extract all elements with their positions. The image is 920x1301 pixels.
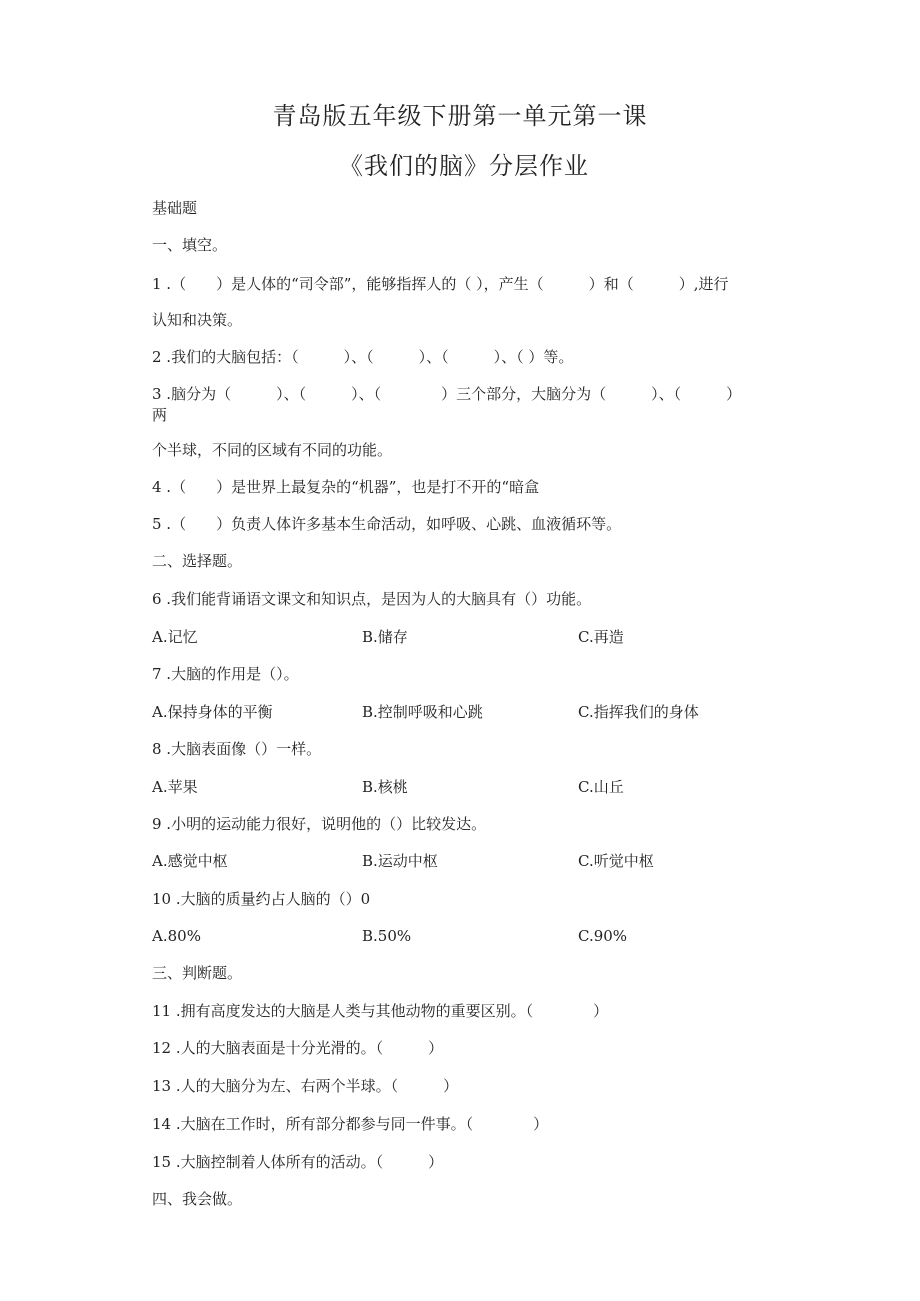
question-1-line-2: 认知和决策。	[152, 311, 243, 329]
question-8-option-b: B.核桃	[362, 778, 408, 796]
section-fill-heading: 一、填空。	[152, 236, 228, 254]
question-8-option-a: A.苹果	[152, 778, 198, 796]
question-13: 13 .人的大脑分为左、右两个半球。（ ）	[152, 1077, 459, 1095]
question-7-option-c: C.指挥我们的身体	[578, 703, 699, 721]
worksheet-subtitle: 《我们的脑》分层作业	[339, 152, 589, 180]
question-4: 4 .（ ）是世界上最复杂的“机器”，也是打不开的“暗盒	[152, 478, 540, 496]
question-10-option-c: C.90%	[578, 927, 628, 945]
question-7-option-a: A.保持身体的平衡	[152, 703, 273, 721]
question-1-line-1: 1 .（ ）是人体的“司令部”，能够指挥人的（ ），产生（ ）和（ ）,进行	[152, 275, 729, 293]
question-14: 14 .大脑在工作时，所有部分都参与同一件事。（ ）	[152, 1115, 549, 1133]
question-9: 9 .小明的运动能力很好，说明他的（）比较发达。	[152, 815, 487, 833]
question-8-option-c: C.山丘	[578, 778, 624, 796]
question-3-line-1: 3 .脑分为（ ）、（ ）、（ ）三个部分，大脑分为（ ）、（ ）	[152, 385, 742, 403]
question-3-line-2: 两	[152, 406, 168, 424]
question-11: 11 .拥有高度发达的大脑是人类与其他动物的重要区别。（ ）	[152, 1002, 609, 1020]
question-7: 7 .大脑的作用是（）。	[152, 665, 299, 683]
question-15: 15 .大脑控制着人体所有的活动。（ ）	[152, 1153, 444, 1171]
question-3-line-3: 个半球，不同的区域有不同的功能。	[152, 441, 393, 459]
question-5: 5 .（ ）负责人体许多基本生命活动，如呼吸、心跳、血液循环等。	[152, 515, 622, 533]
question-6-option-b: B.储存	[362, 628, 408, 646]
question-10-option-a: A.80%	[152, 927, 201, 945]
question-7-option-b: B.控制呼吸和心跳	[362, 703, 483, 721]
question-9-option-a: A.感觉中枢	[152, 852, 228, 870]
section-judge-heading: 三、判断题。	[152, 964, 243, 982]
question-10-option-b: B.50%	[362, 927, 412, 945]
question-6-option-a: A.记忆	[152, 628, 198, 646]
question-8: 8 .大脑表面像（）一样。	[152, 740, 322, 758]
question-9-option-c: C.听觉中枢	[578, 852, 654, 870]
section-choice-heading: 二、选择题。	[152, 552, 243, 570]
worksheet-title: 青岛版五年级下册第一单元第一课	[272, 102, 648, 130]
question-10: 10 .大脑的质量约占人脑的（）0	[152, 890, 371, 908]
question-2: 2 .我们的大脑包括：（ ）、（ ）、（ ）、（ ）等。	[152, 348, 574, 366]
question-12: 12 .人的大脑表面是十分光滑的。（ ）	[152, 1039, 444, 1057]
question-9-option-b: B.运动中枢	[362, 852, 438, 870]
section-do-heading: 四、我会做。	[152, 1190, 243, 1208]
question-6: 6 .我们能背诵语文课文和知识点，是因为人的大脑具有（）功能。	[152, 590, 592, 608]
section-basic-heading: 基础题	[152, 199, 198, 217]
question-6-option-c: C.再造	[578, 628, 624, 646]
